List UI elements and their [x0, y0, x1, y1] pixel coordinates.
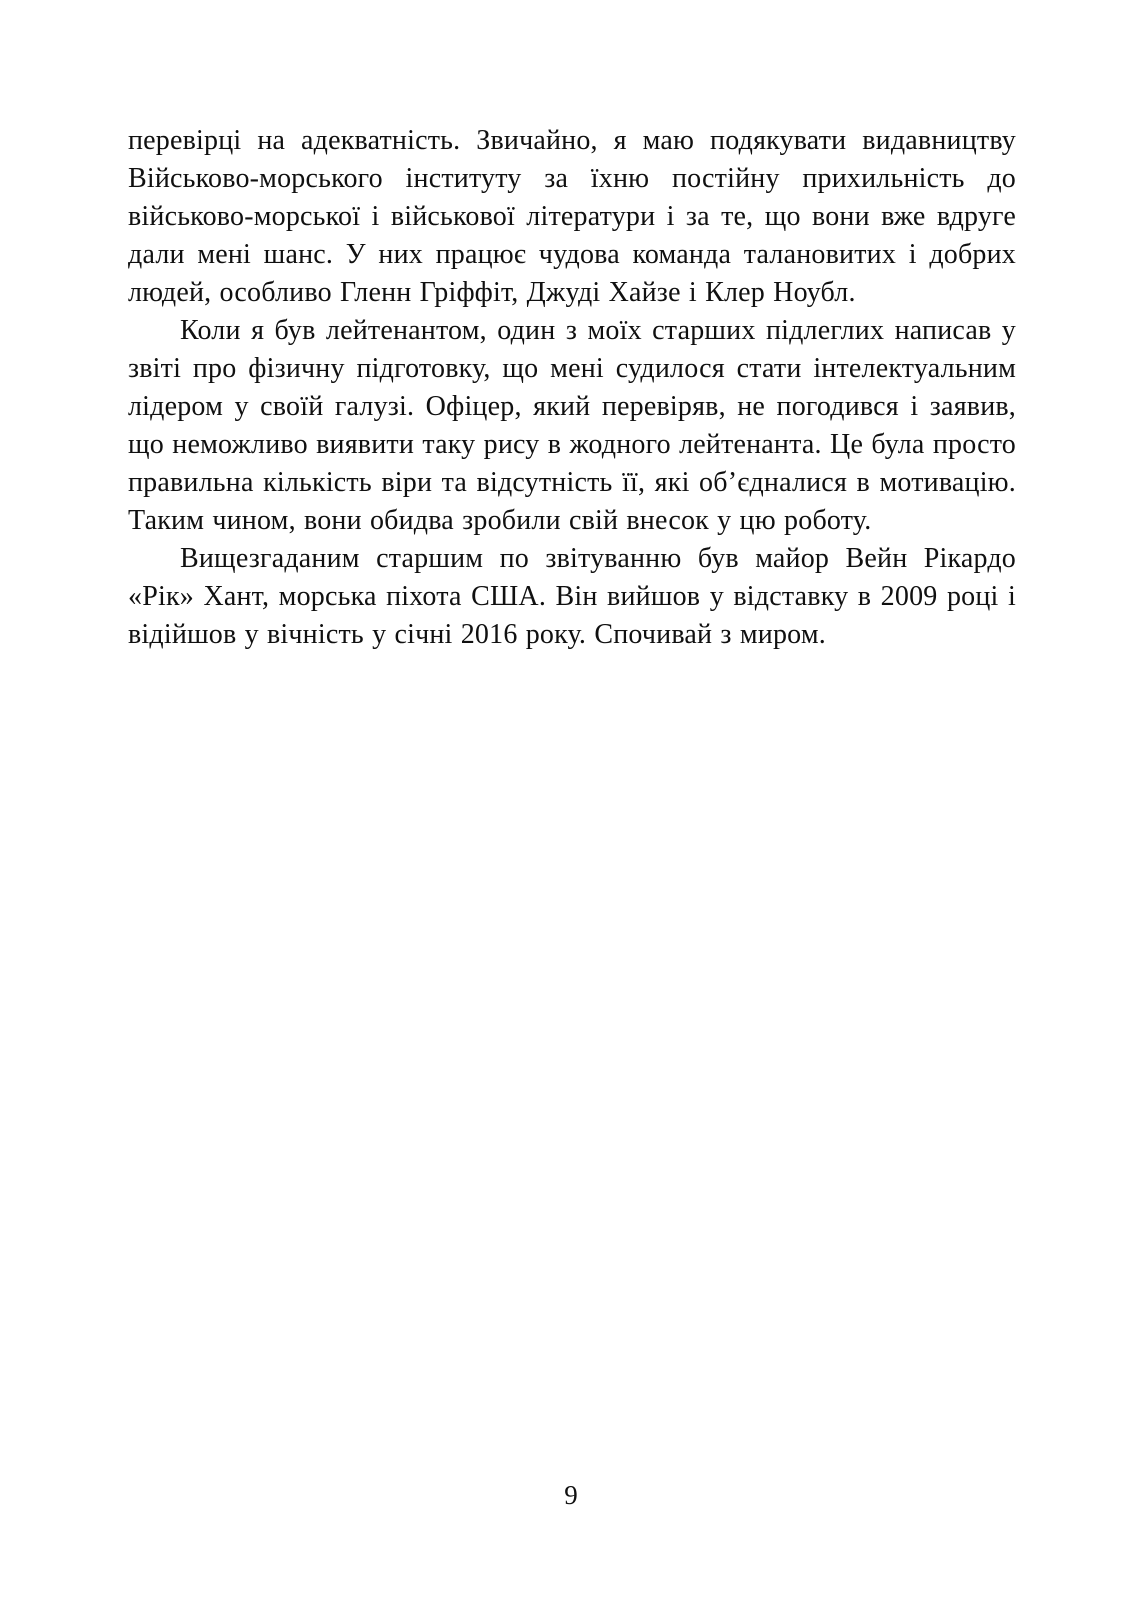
page-number: 9: [564, 1480, 578, 1510]
page-text-block: [128, 122, 1016, 654]
paragraph: Коли я був лейтенантом, один з моїх старших підлеглих написав у звіті про фізичну підготовку, що мені судилося стати інтелектуальним лідером у своїй галузі. Офіцер, який перевіряв, не погодився і заявив, що неможливо виявити таку рису в жодного лейтенанта. Це була просто правильна кількість віри та відсутність її, які об’єдналися в мотивацію. Таким чином, вони обидва зробили свій внесок у цю роботу.: [128, 315, 1016, 536]
paragraph: Вищезгаданим старшим по звітуванню був майор Вейн Рікардо «Рік» Хант, морська піхота США. Він вийшов у відставку в 2009 році і відійшов у вічність у січні 2016 року. Спочивай з миром.: [128, 543, 1016, 650]
paragraph: перевірці на адекватність. Звичайно, я маю подякувати видавництву Військово-морського інституту за їхню постійну прихильність до військово-морської і військової літератури і за те, що вони вже вдруге дали мені шанс. У них працює чудова команда талановитих і добрих людей, особливо Гленн Гріффіт, Джуді Хайзе і Клер Ноубл.: [128, 125, 1016, 308]
